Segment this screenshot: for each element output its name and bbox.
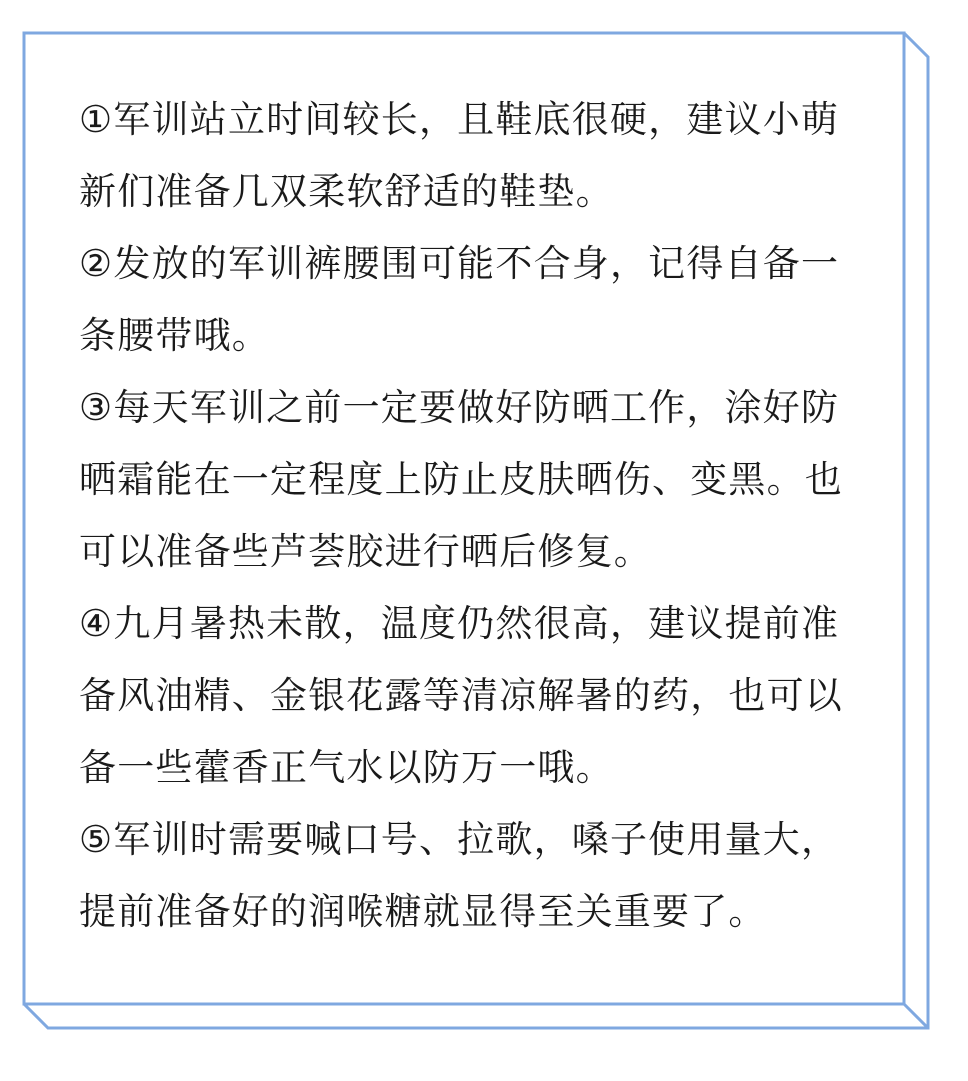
- tip-line: 备一些藿香正气水以防万一哦。: [79, 746, 614, 789]
- tip-line: ④九月暑热未散，温度仍然很高，建议提前准: [79, 602, 840, 645]
- tip-line: 提前准备好的润喉糖就显得至关重要了。: [79, 890, 767, 933]
- tip-line: 备风油精、金银花露等清凉解暑的药，也可以: [79, 674, 843, 717]
- tip-item: [79, 84, 869, 228]
- tip-item: [79, 228, 869, 372]
- tip-line: ①军训站立时间较长，且鞋底很硬，建议小萌: [79, 98, 840, 141]
- tip-item: [79, 804, 869, 948]
- frame-corner-bottom-right: [904, 1004, 928, 1028]
- tip-line: 晒霜能在一定程度上防止皮肤晒伤、变黑。也: [79, 458, 843, 501]
- tip-line: 可以准备些芦荟胶进行晒后修复。: [79, 530, 652, 573]
- tip-line: 条腰带哦。: [79, 314, 270, 357]
- tip-item: [79, 588, 869, 804]
- tip-line: ⑤军训时需要喊口号、拉歌，嗓子使用量大，: [79, 818, 840, 861]
- tips-content: [79, 84, 869, 948]
- tip-line: 新们准备几双柔软舒适的鞋垫。: [79, 170, 614, 213]
- tip-line: ③每天军训之前一定要做好防晒工作，涂好防: [79, 386, 840, 429]
- tip-line: ②发放的军训裤腰围可能不合身，记得自备一: [79, 242, 840, 285]
- tip-item: [79, 372, 869, 588]
